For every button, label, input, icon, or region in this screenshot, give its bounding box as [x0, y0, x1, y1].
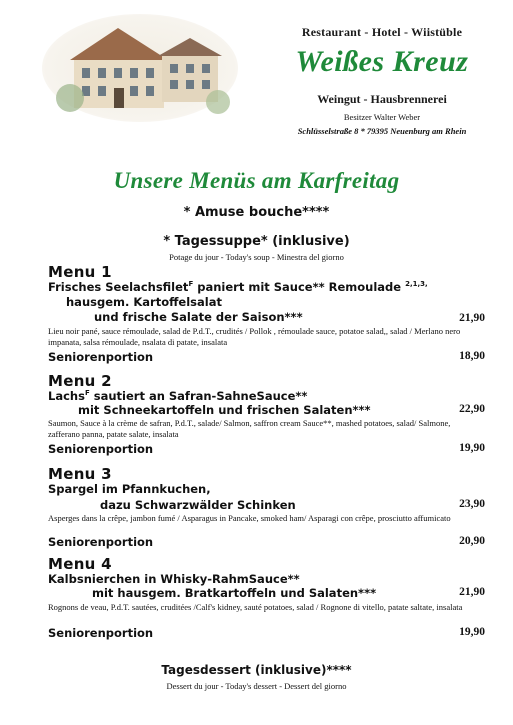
dessert-label: Tagesdessert (inklusive)****: [161, 663, 352, 677]
dish-line: und frische Salate der Saison***: [94, 310, 303, 324]
address-line: Schlüsselstraße 8 * 79395 Neuenburg am Rhein: [297, 126, 467, 136]
menu-heading: Menu 4: [48, 555, 112, 573]
dish-line: Lachs$^F$ sautiert an Safran-SahneSauce**: [48, 389, 308, 403]
soup-translation: Potage du jour - Today's soup - Minestra del giorno: [169, 252, 344, 262]
menu-heading: Menu 1: [48, 263, 112, 281]
dish-line: mit hausgem. Bratkartoffeln und Salaten***: [92, 586, 377, 600]
amuse-bouche: * Amuse bouche****: [183, 205, 330, 220]
menu-translation: Lieu noir pané, sauce rémoulade, salad de P.d.T., crudités / Pollok , rémoulade sauce, potatoe salad,, salad / Merlano nero impanata, salsa rémoulade, nsalata di patate, insalata: [48, 326, 461, 347]
senior-portion-price: 18,90: [459, 350, 485, 362]
page-title: Unsere Menüs am Karfreitag: [113, 168, 400, 193]
senior-portion-price: 20,90: [459, 535, 485, 547]
owner-line: Besitzer Walter Weber: [343, 112, 421, 122]
header-categories: Restaurant - Hotel - Wiistüble: [301, 25, 463, 39]
soup-label: * Tagessuppe* (inklusive): [163, 234, 350, 249]
dessert-translation: Dessert du jour - Today's dessert - Dessert del giorno: [166, 681, 347, 691]
menu-price: 21,90: [459, 586, 485, 598]
senior-portion-price: 19,90: [459, 442, 485, 454]
senior-portion-label: Seniorenportion: [48, 350, 154, 364]
menu-heading: Menu 2: [48, 372, 112, 390]
menu-heading: Menu 3: [48, 465, 112, 483]
dish-line: Spargel im Pfannkuchen,: [48, 482, 211, 496]
menu-price: 22,90: [459, 403, 485, 415]
dish-line: mit Schneekartoffeln und frischen Salaten***: [78, 403, 371, 417]
dish-line: hausgem. Kartoffelsalat: [66, 295, 222, 309]
hotel-building-illustration: [40, 10, 240, 122]
menu-price: 21,90: [459, 312, 485, 324]
dish-line: Frisches Seelachsfilet$^F$ paniert mit Sauce** Remoulade $^{2,1,3,}$: [48, 280, 428, 294]
senior-portion-price: 19,90: [459, 626, 485, 638]
restaurant-name: Weißes Kreuz: [295, 45, 469, 78]
menu-translation: Saumon, Sauce à la crème de safran, P.d.T., salade/ Salmon, saffron cream Sauce**, mashed potatoes, salad/ Salmone, zafferano panna, patate salate, insalata: [48, 418, 451, 439]
menu-translation: Asperges dans la crêpe, jambon fumé / Asparagus in Pancake, smoked ham/ Asparagi con crêpe, prosciutto affumicato: [48, 513, 451, 523]
header-subtitle: Weingut - Hausbrennerei: [317, 92, 447, 106]
menu-translation: Rognons de veau, P.d.T. sautées, cruditées /Calf's kidney, sauté potatoes, salad / Rognone di vitello, patate saltate, insalata: [48, 602, 463, 612]
menu-price: 23,90: [459, 498, 485, 510]
dish-line: dazu Schwarzwälder Schinken: [100, 498, 296, 512]
dish-line: Kalbsnierchen in Whisky-RahmSauce**: [48, 572, 300, 586]
senior-portion-label: Seniorenportion: [48, 442, 154, 456]
senior-portion-label: Seniorenportion: [48, 535, 154, 549]
senior-portion-label: Seniorenportion: [48, 626, 154, 640]
